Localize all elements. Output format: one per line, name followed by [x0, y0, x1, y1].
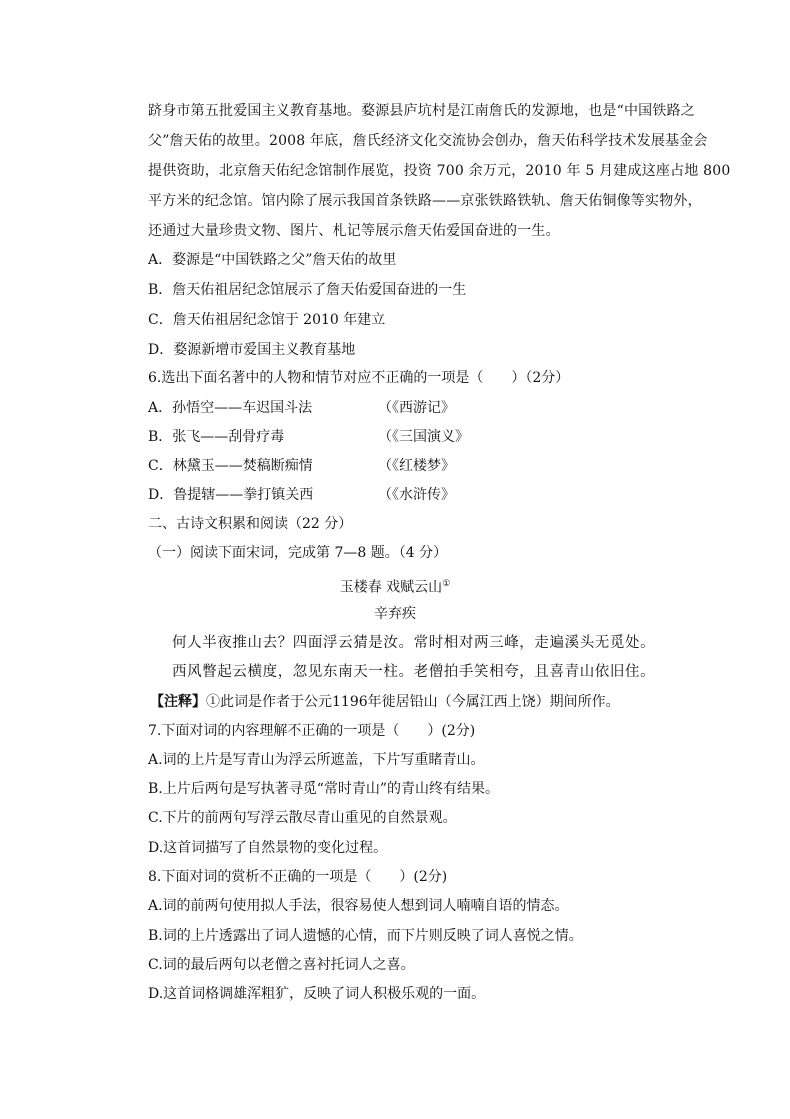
- poem-author: 辛弃疾: [374, 606, 416, 622]
- q5-option-d: D．婺源新增市爱国主义教育基地: [148, 342, 356, 358]
- section-subheading: （一）阅读下面宋词，完成第 7—8 题。（4 分）: [148, 545, 448, 561]
- q8-option-d: D.这首词格调雄浑粗犷，反映了词人积极乐观的一面。: [148, 986, 486, 1002]
- q5-option-a: A．婺源是“中国铁路之父”詹天佑的故里: [148, 252, 397, 268]
- q6-option-source: （《三国演义》: [378, 429, 469, 445]
- q7-option-c: C.下片的前两句写浮云散尽青山重见的自然景观。: [148, 810, 457, 826]
- q7-option-d: D.这首词描写了自然景物的变化过程。: [148, 840, 388, 856]
- q6-option-c: [148, 456, 313, 476]
- q6-option-source: （《红楼梦》: [378, 458, 455, 474]
- poem-title-text: 玉楼春 戏赋云山: [339, 579, 443, 596]
- q7-option-b: B.上片后两句是写执著寻觅“常时青山”的青山终有结果。: [148, 781, 500, 797]
- note-text: ①此词是作者于公元1196年徙居铅山（今属江西上饶）期间所作。: [206, 694, 620, 710]
- q6-option-text: D．鲁提辖——拳打镇关西: [148, 487, 314, 503]
- q6-option-text: C．林黛玉——焚稿断痴情: [148, 458, 313, 474]
- q7-stem: 7.下面对词的内容理解不正确的一项是（ ）(2分): [148, 723, 476, 739]
- poem-line: 何人半夜推山去？四面浮云猜是汝。常时相对两三峰，走遍溪头无觅处。: [172, 635, 656, 651]
- passage-line: 平方米的纪念馆。馆内除了展示我国首条铁路——京张铁路铁轨、詹天佑铜像等实物外，: [148, 193, 702, 209]
- q6-option-a: [148, 398, 312, 418]
- passage-line: 父”詹天佑的故里。2008 年底，詹氏经济文化交流协会创办，詹天佑科学技术发展基金会: [148, 133, 708, 149]
- q6-option-source: （《西游记》: [378, 400, 455, 416]
- q8-option-b: B.词的上片透露出了词人遗憾的心情，而下片则反映了词人喜悦之情。: [148, 928, 583, 944]
- footnote-mark: ①: [442, 579, 451, 589]
- poem-title: [0, 574, 790, 598]
- passage-line: 还通过大量珍贵文物、图片、札记等展示詹天佑爱国奋进的一生。: [148, 223, 560, 239]
- q8-option-a: A.词的前两句使用拟人手法，很容易使人想到词人喃喃自语的情态。: [148, 898, 569, 914]
- section-heading: 二、古诗文积累和阅读（22 分）: [148, 516, 353, 532]
- q6-stem: 6.选出下面名著中的人物和情节对应不正确的一项是（ ）（2分）: [148, 370, 570, 386]
- q5-option-c: C．詹天佑祖居纪念馆于 2010 年建立: [148, 312, 386, 328]
- passage-line: 提供资助，北京詹天佑纪念馆制作展览，投资 700 余万元，2010 年 5 月建成这座占地 800: [148, 163, 731, 179]
- q8-option-c: C.词的最后两句以老僧之喜衬托词人之喜。: [148, 957, 415, 973]
- q6-option-d: [148, 485, 313, 505]
- q6-option-b: [148, 427, 284, 447]
- note-label: 【注释】: [150, 694, 206, 710]
- q6-option-source: （《水浒传》: [378, 487, 455, 503]
- poem-line: 西风瞥起云横度，忽见东南天一柱。老僧拍手笑相夸，且喜青山依旧住。: [172, 664, 656, 680]
- passage-line: 跻身市第五批爱国主义教育基地。婺源县庐坑村是江南詹氏的发源地，也是“中国铁路之: [148, 103, 695, 119]
- q5-option-b: B．詹天佑祖居纪念馆展示了詹天佑爱国奋进的一生: [148, 282, 467, 298]
- q6-option-text: A．孙悟空——车迟国斗法: [148, 400, 313, 416]
- q6-option-text: B．张飞——刮骨疗毒: [148, 429, 285, 445]
- q7-option-a: A.词的上片是写青山为浮云所遮盖，下片写重睹青山。: [148, 752, 485, 768]
- poem-note: [150, 692, 620, 712]
- q8-stem: 8.下面对词的赏析不正确的一项是（ ）(2分): [148, 869, 448, 885]
